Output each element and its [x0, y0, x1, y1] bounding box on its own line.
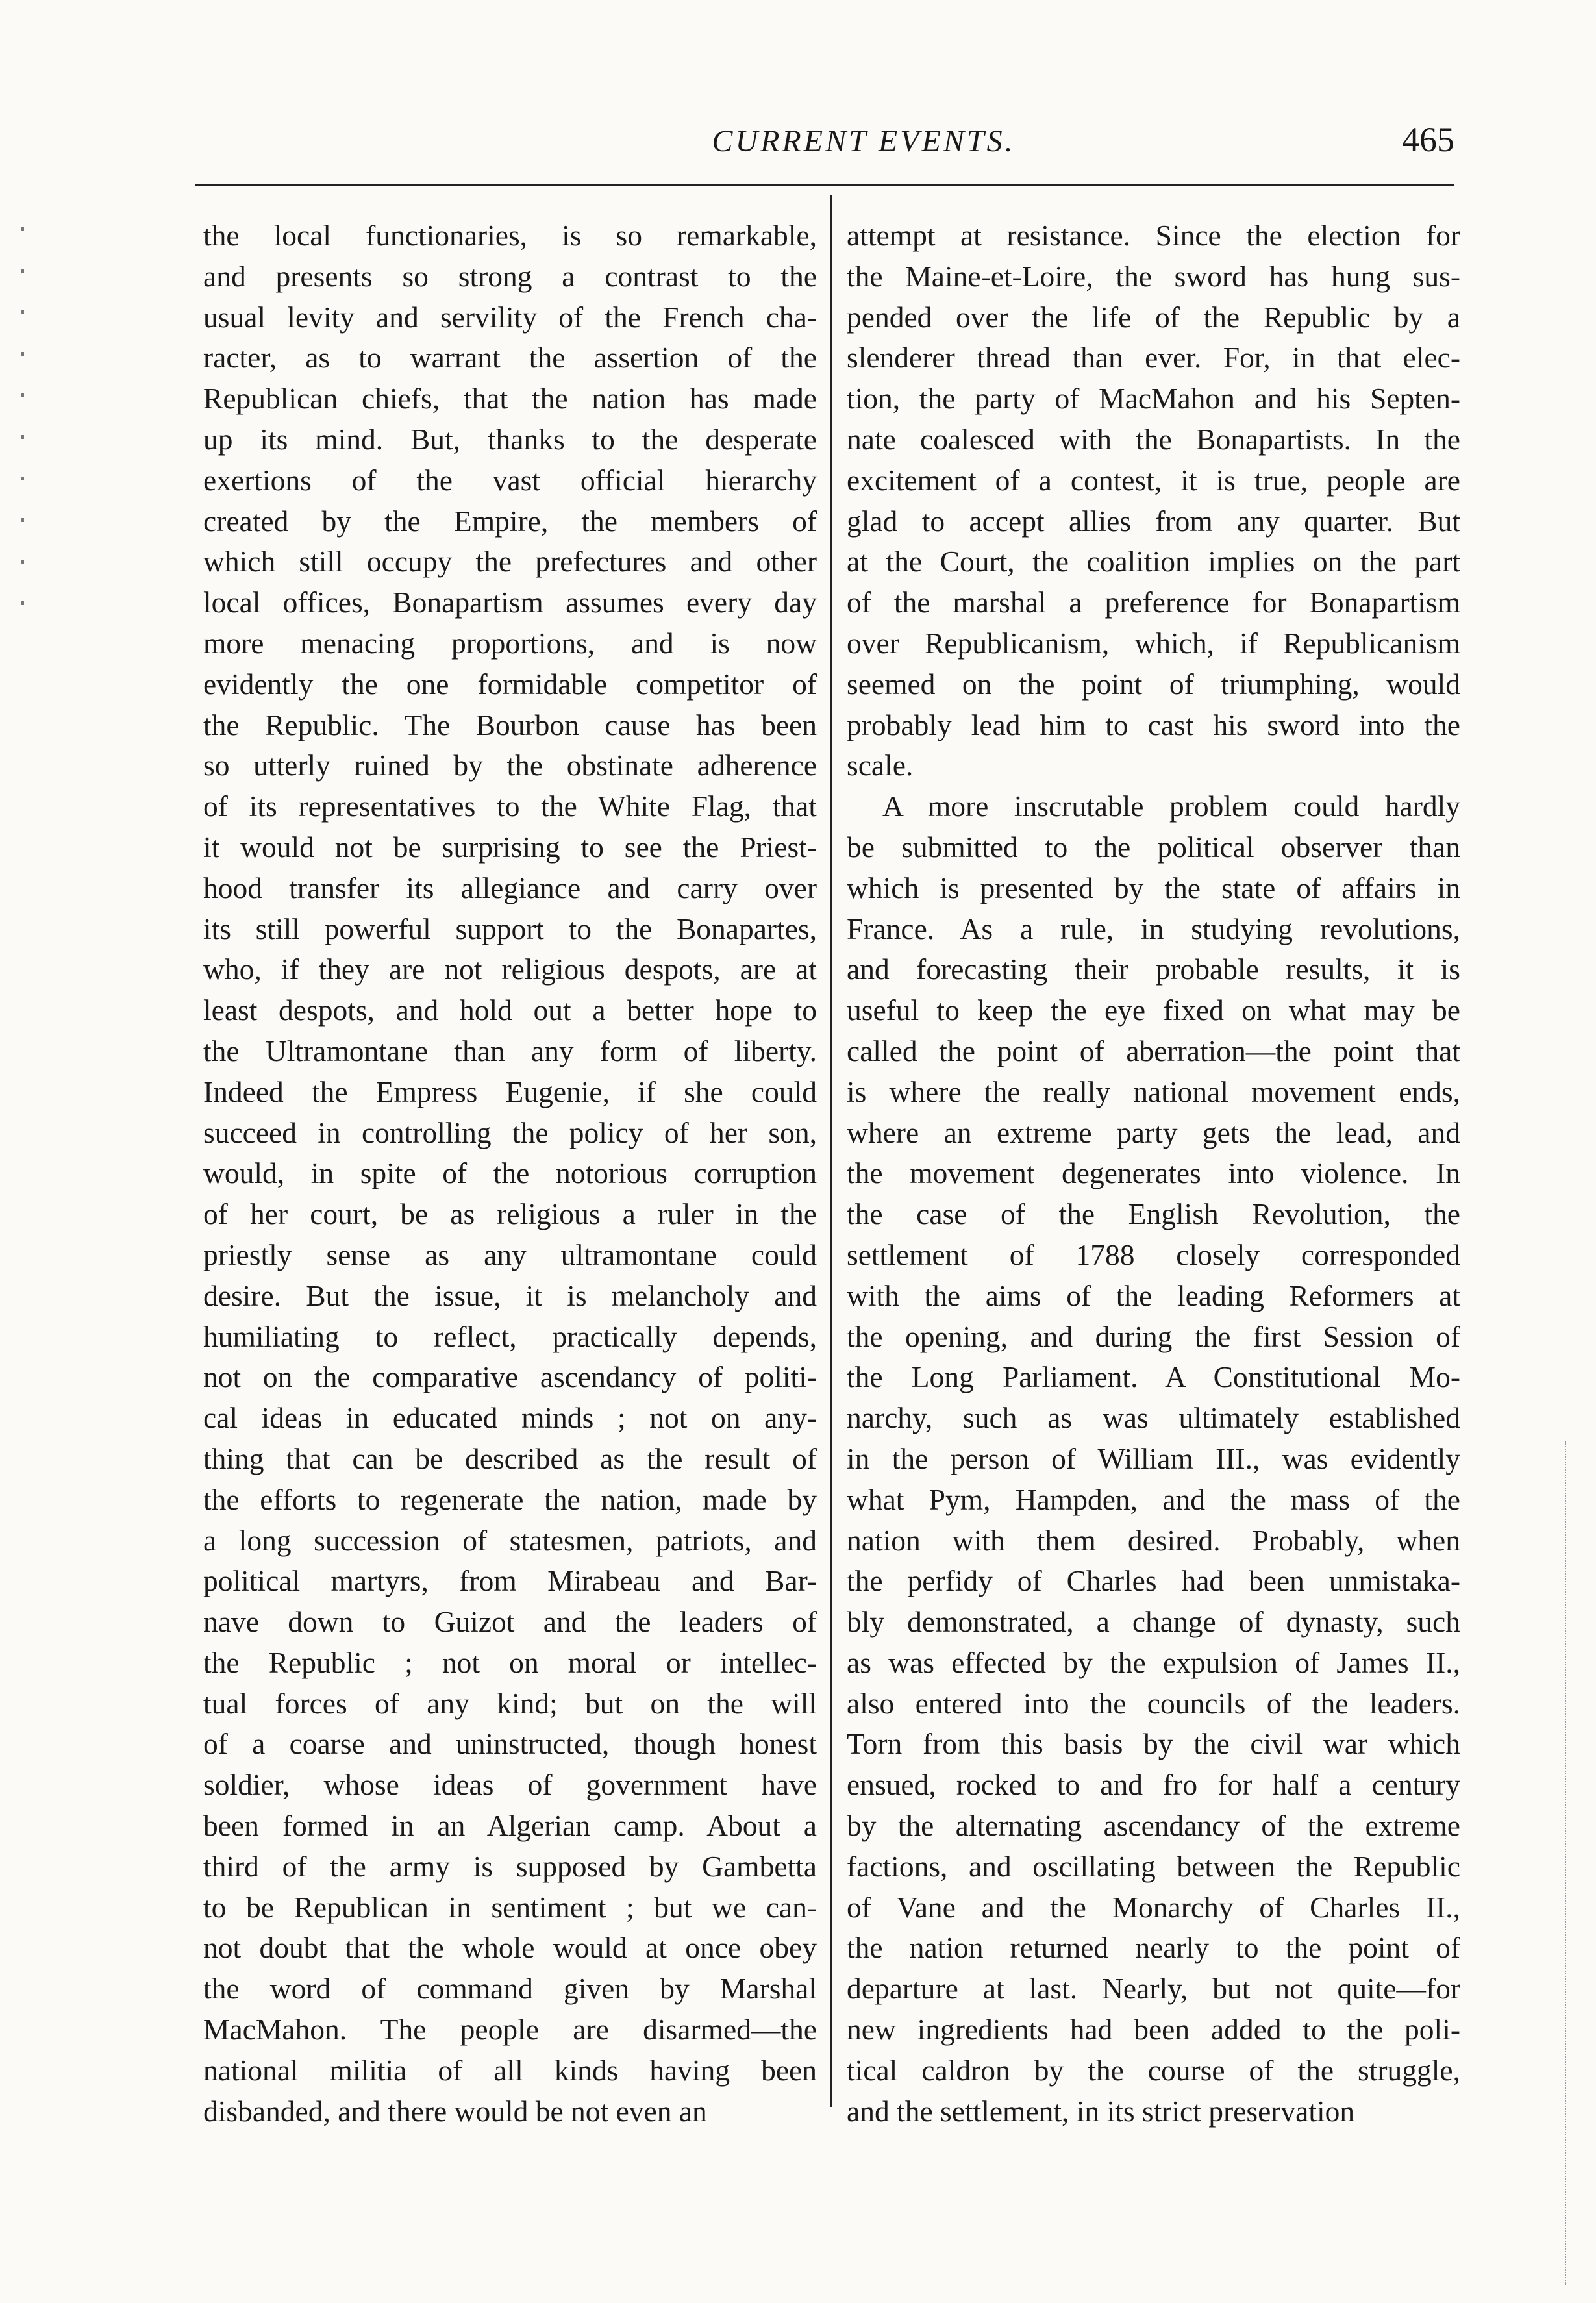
text-line: factions, and oscillating between the Republic — [847, 1849, 1460, 1883]
text-line: the perfidy of Charles had been unmistaka- — [847, 1564, 1460, 1598]
text-line: over Republicanism, which, if Republicanism — [847, 626, 1460, 660]
text-line: thing that can be described as the result of — [203, 1441, 817, 1475]
text-line: hood transfer its allegiance and carry over — [203, 871, 817, 904]
text-line: of the marshal a preference for Bonapartism — [847, 586, 1460, 619]
text-line: of Vane and the Monarchy of Charles II., — [847, 1890, 1460, 1924]
text-line: bly demonstrated, a change of dynasty, such — [847, 1605, 1460, 1639]
text-line: desire. But the issue, it is melancholy and — [203, 1278, 817, 1312]
text-line: the efforts to regenerate the nation, made by — [203, 1482, 817, 1516]
text-line: succeed in controlling the policy of her son, — [203, 1115, 817, 1149]
text-line: Republican chiefs, that the nation has made — [203, 382, 817, 416]
text-line: nation with them desired. Probably, when — [847, 1523, 1460, 1557]
text-line: where an extreme party gets the lead, and — [847, 1115, 1460, 1149]
text-line: the word of command given by Marshal — [203, 1972, 817, 2006]
text-line: which still occupy the prefectures and other — [203, 545, 817, 579]
header-rule — [195, 184, 1454, 186]
text-line: who, if they are not religious despots, are at — [203, 952, 817, 986]
running-title: CURRENT EVENTS. — [712, 124, 1016, 158]
text-line: least despots, and hold out a better hope to — [203, 993, 817, 1027]
text-line: priestly sense as any ultramontane could — [203, 1238, 817, 1271]
text-line: in the person of William III., was evidently — [847, 1441, 1460, 1475]
text-line: tual forces of any kind; but on the will — [203, 1686, 817, 1720]
text-line: Indeed the Empress Eugenie, if she could — [203, 1075, 817, 1108]
text-line: is where the really national movement ends, — [847, 1075, 1460, 1108]
text-line: MacMahon. The people are disarmed—the — [203, 2013, 817, 2047]
text-line: the Long Parliament. A Constitutional Mo- — [847, 1360, 1460, 1394]
text-line: up its mind. But, thanks to the desperate — [203, 422, 817, 456]
right-edge-specks — [1565, 1441, 1586, 2285]
text-line: nave down to Guizot and the leaders of — [203, 1605, 817, 1639]
text-line: the opening, and during the first Session of — [847, 1319, 1460, 1353]
text-line: the movement degenerates into violence. In — [847, 1156, 1460, 1190]
text-line: it would not be surprising to see the Priest- — [203, 830, 817, 864]
text-line: departure at last. Nearly, but not quite—for — [847, 1972, 1460, 2006]
text-line: of a coarse and uninstructed, though honest — [203, 1727, 817, 1761]
text-line: its still powerful support to the Bonapartes, — [203, 912, 817, 945]
text-line: humiliating to reflect, practically depends, — [203, 1319, 817, 1353]
text-line: at the Court, the coalition implies on the part — [847, 545, 1460, 579]
text-line: so utterly ruined by the obstinate adherence — [203, 749, 817, 782]
text-line: local offices, Bonapartism assumes every day — [203, 586, 817, 619]
text-line: created by the Empire, the members of — [203, 504, 817, 538]
text-line: seemed on the point of triumphing, would — [847, 667, 1460, 701]
text-line: which is presented by the state of affairs in — [847, 871, 1460, 904]
text-line: and presents so strong a contrast to the — [203, 259, 817, 293]
left-edge-specks — [10, 227, 36, 682]
text-line: not on the comparative ascendancy of politi- — [203, 1360, 817, 1394]
text-line: been formed in an Algerian camp. About a — [203, 1809, 817, 1843]
text-line: be submitted to the political observer than — [847, 830, 1460, 864]
text-line: and the settlement, in its strict preservation — [847, 2094, 1355, 2128]
text-line: usual levity and servility of the French cha- — [203, 300, 817, 334]
text-line: new ingredients had been added to the poli- — [847, 2013, 1460, 2047]
text-line: disbanded, and there would be not even an — [203, 2094, 707, 2128]
text-line: nate coalesced with the Bonapartists. In the — [847, 422, 1460, 456]
text-line: ensued, rocked to and fro for half a century — [847, 1768, 1460, 1802]
text-line: the Ultramontane than any form of liberty. — [203, 1034, 817, 1067]
text-line: pended over the life of the Republic by a — [847, 300, 1460, 334]
page-header — [195, 117, 1454, 169]
left-column — [203, 216, 817, 2132]
text-line: the Republic. The Bourbon cause has been — [203, 708, 817, 741]
text-line: the nation returned nearly to the point of — [847, 1931, 1460, 1965]
text-line: by the alternating ascendancy of the extreme — [847, 1809, 1460, 1843]
text-line: useful to keep the eye fixed on what may be — [847, 993, 1460, 1027]
text-line: a long succession of statesmen, patriots, and — [203, 1523, 817, 1557]
text-line: excitement of a contest, it is true, people are — [847, 463, 1460, 497]
text-line: soldier, whose ideas of government have — [203, 1768, 817, 1802]
text-line: third of the army is supposed by Gambetta — [203, 1849, 817, 1883]
text-line: the Maine-et-Loire, the sword has hung sus- — [847, 259, 1460, 293]
text-line: with the aims of the leading Reformers at — [847, 1278, 1460, 1312]
text-line: Torn from this basis by the civil war which — [847, 1727, 1460, 1761]
text-line: and forecasting their probable results, it is — [847, 952, 1460, 986]
text-line: attempt at resistance. Since the election for — [847, 219, 1460, 252]
text-line: A more inscrutable problem could hardly — [882, 790, 1460, 823]
text-line: political martyrs, from Mirabeau and Bar- — [203, 1564, 817, 1598]
column-divider — [830, 195, 832, 2107]
text-line: tical caldron by the course of the struggle, — [847, 2053, 1460, 2087]
text-line: exertions of the vast official hierarchy — [203, 463, 817, 497]
page-number: 465 — [1402, 120, 1454, 159]
text-line: glad to accept allies from any quarter. But — [847, 504, 1460, 538]
text-line: to be Republican in sentiment ; but we can- — [203, 1890, 817, 1924]
text-line: probably lead him to cast his sword into the — [847, 708, 1460, 741]
text-line: of its representatives to the White Flag, that — [203, 790, 817, 823]
text-line: of her court, be as religious a ruler in the — [203, 1197, 817, 1231]
text-line: also entered into the councils of the leaders. — [847, 1686, 1460, 1720]
text-line: the local functionaries, is so remarkable, — [203, 219, 817, 252]
text-line: evidently the one formidable competitor of — [203, 667, 817, 701]
text-line: national militia of all kinds having been — [203, 2053, 817, 2087]
text-line: as was effected by the expulsion of James II., — [847, 1645, 1460, 1679]
text-line: tion, the party of MacMahon and his Septen- — [847, 382, 1460, 416]
text-line: more menacing proportions, and is now — [203, 626, 817, 660]
text-line: the Republic ; not on moral or intellec- — [203, 1645, 817, 1679]
text-line: the case of the English Revolution, the — [847, 1197, 1460, 1231]
text-line: narchy, such as was ultimately established — [847, 1401, 1460, 1435]
text-line: what Pym, Hampden, and the mass of the — [847, 1482, 1460, 1516]
text-line: scale. — [847, 749, 914, 782]
text-line: not doubt that the whole would at once obey — [203, 1931, 817, 1965]
text-line: settlement of 1788 closely corresponded — [847, 1238, 1460, 1271]
text-line: slenderer thread than ever. For, in that elec- — [847, 341, 1460, 375]
text-line: called the point of aberration—the point that — [847, 1034, 1460, 1067]
text-line: racter, as to warrant the assertion of the — [203, 341, 817, 375]
text-line: would, in spite of the notorious corruption — [203, 1156, 817, 1190]
text-line: cal ideas in educated minds ; not on any- — [203, 1401, 817, 1435]
text-line: France. As a rule, in studying revolutions, — [847, 912, 1460, 945]
right-column — [847, 216, 1460, 2132]
